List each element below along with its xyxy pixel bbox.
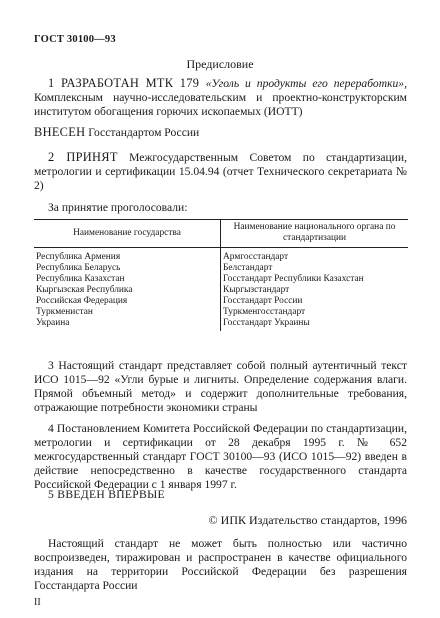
national-body-cell: Белстандарт — [223, 263, 273, 273]
national-body-cell: Госстандарт Республики Казахстан — [223, 274, 364, 284]
column-header-national-body: Наименование национального органа по стандартизации — [221, 220, 409, 248]
reproduction-notice-body: Настоящий стандарт не может быть полностью или частично воспроизведен, тиражирован и распространен в качестве официального издания на территории Российской Федерации без разрешения Госстандарта России — [34, 537, 407, 592]
introduced-body: Госстандартом России — [85, 126, 200, 139]
table-row — [34, 285, 408, 296]
section-1-introduced-by — [34, 125, 407, 140]
table-row — [34, 248, 408, 264]
state-cell: Республика Армения — [34, 248, 221, 264]
column-header-state: Наименование государства — [34, 220, 221, 248]
page-number: II — [34, 597, 41, 608]
table-row — [34, 307, 408, 318]
national-body-cell: Армгосстандарт — [223, 252, 289, 262]
page-title: Предисловие — [186, 57, 254, 71]
state-cell: Республика Казахстан — [34, 274, 221, 285]
standard-code-header: ГОСТ 30100—93 — [34, 34, 116, 45]
section-1-body: Комплексным научно-исследовательским и проектно-конструкторским институтом обогащения горючих ископаемых (ИОТТ) — [34, 91, 407, 118]
reproduction-notice — [34, 537, 407, 593]
introduced-lead: ВНЕСЕН — [34, 125, 86, 139]
table-row — [34, 296, 408, 307]
section-4-body: 4 Постановлением Комитета Российской Федерации по стандартизации, метрологии и сертификации от 28 декабря 1995 г. № 652 межгосударственный стандарт ГОСТ 30100—93 (ИСО 1015—92) введен в действие непосредственно в качестве государственного стандарта Российской Федерации с 1 января 1997 г. — [34, 422, 407, 491]
state-cell: Украина — [34, 318, 221, 331]
table-row — [34, 263, 408, 274]
table-row — [34, 318, 408, 331]
vote-intro: За принятие проголосовали: — [48, 201, 188, 214]
section-2-body: Межгосударственным Советом по стандартизации, метрологии и сертификации 15.04.94 (отчет Технического секретариата № 2) — [34, 151, 407, 192]
national-body-cell: Госстандарт России — [223, 296, 303, 306]
copyright-line — [209, 513, 407, 527]
table-header-row — [34, 220, 408, 248]
state-cell: Республика Беларусь — [34, 263, 221, 274]
section-1-lead: 1 РАЗРАБОТАН МТК 179 — [48, 76, 206, 90]
section-2-adopted — [34, 150, 407, 193]
section-5-first-introduced — [34, 488, 407, 502]
state-cell: Российская Федерация — [34, 296, 221, 307]
section-5-body: 5 ВВЕДЕН ВПЕРВЫЕ — [48, 488, 165, 501]
section-4-enactment — [34, 422, 407, 492]
section-3-authentic-text — [34, 359, 407, 415]
section-1-developed-by — [34, 76, 407, 119]
table-row — [34, 274, 408, 285]
section-3-body: 3 Настоящий стандарт представляет собой полный аутентичный текст ИСО 1015—92 «Угли бурые и лигниты. Определение содержания влаги. Прямой объемный метод» и содержит дополнительные требования, отражающие потребности экономики страны — [34, 359, 407, 414]
national-body-cell: Кыргызстандарт — [223, 285, 290, 295]
national-body-cell: Туркменгосстандарт — [223, 307, 306, 317]
section-1-committee-name: «Уголь и продукты его переработки», — [205, 77, 407, 90]
national-body-cell: Госстандарт Украины — [223, 318, 310, 328]
voting-table — [34, 219, 408, 331]
state-cell: Кыргызская Республика — [34, 285, 221, 296]
copyright-text: ИПК Издательство стандартов, 1996 — [217, 513, 407, 527]
copyright-symbol: © — [208, 513, 218, 527]
state-cell: Туркменистан — [34, 307, 221, 318]
section-2-lead: 2 ПРИНЯТ — [48, 150, 118, 164]
